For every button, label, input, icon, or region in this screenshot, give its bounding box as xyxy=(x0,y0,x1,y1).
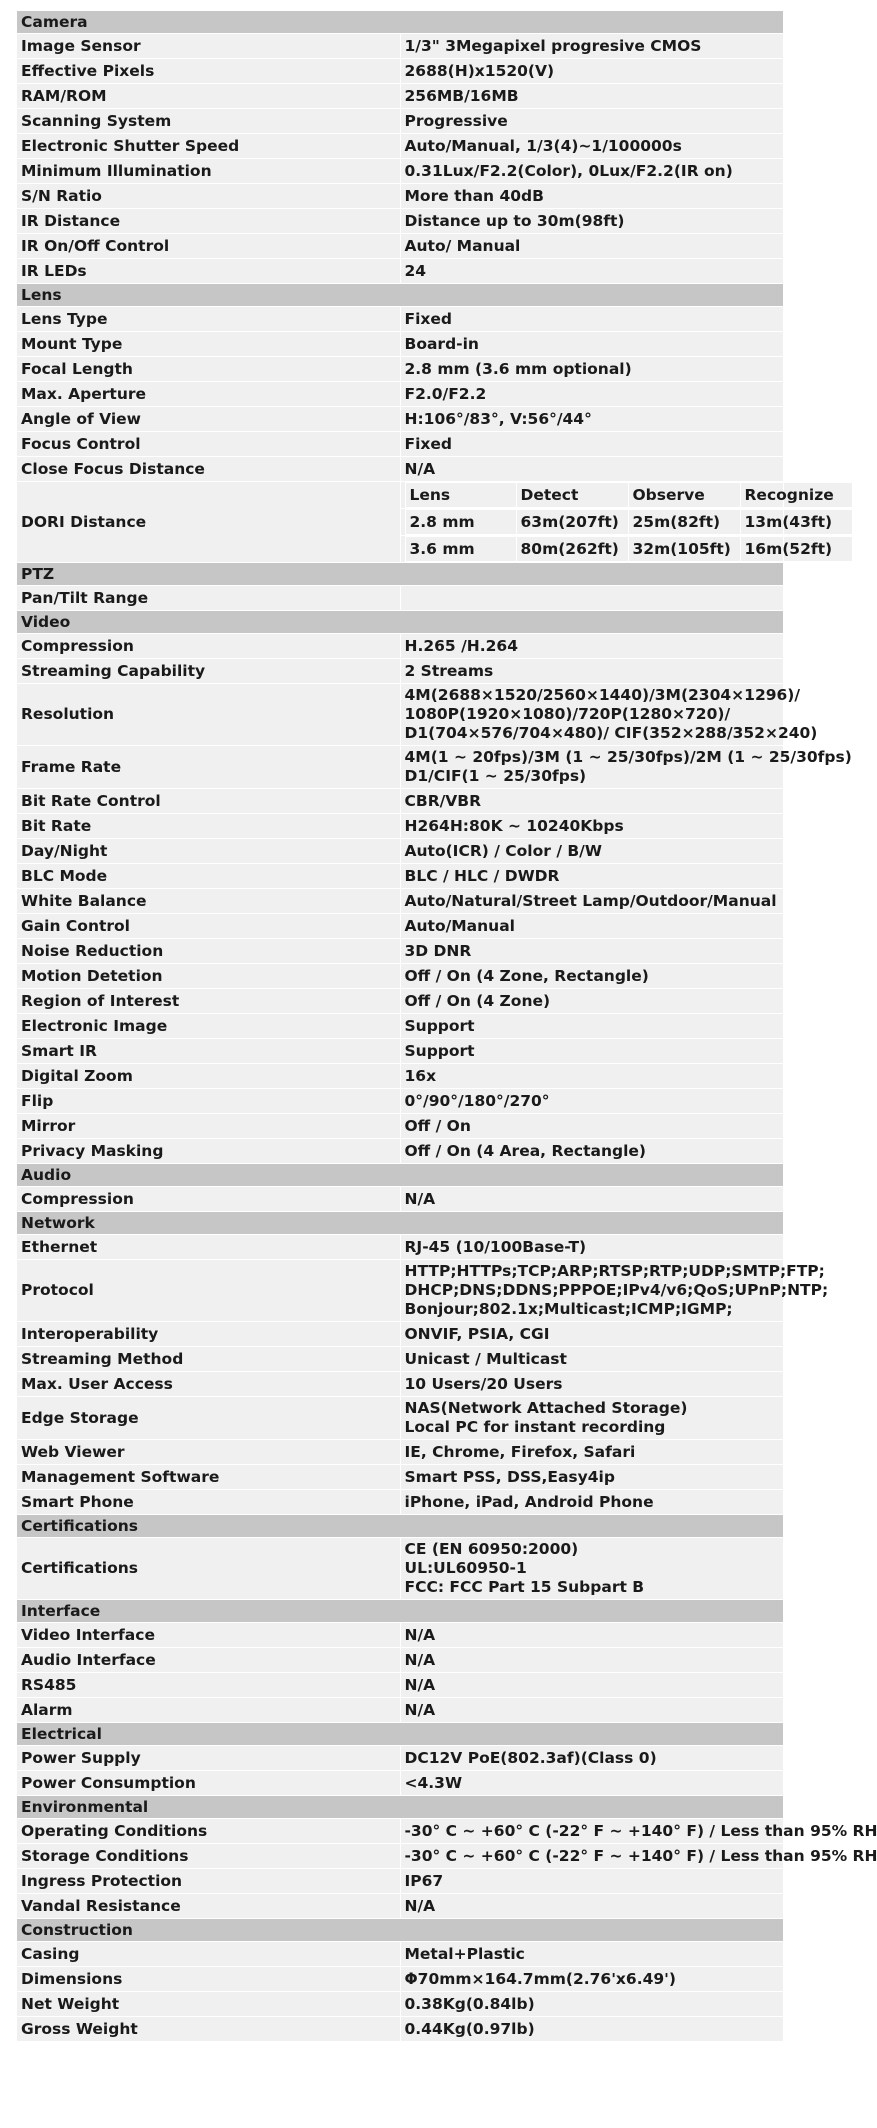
spec-row-flip xyxy=(17,1089,784,1114)
spec-value-line: 0.31Lux/F2.2(Color), 0Lux/F2.2(IR on) xyxy=(404,161,733,180)
spec-value-line: Local PC for instant recording xyxy=(404,1418,666,1436)
spec-row-gain-control xyxy=(17,914,784,939)
spec-value xyxy=(400,1397,784,1440)
spec-label: Smart Phone xyxy=(17,1490,401,1515)
spec-value xyxy=(400,659,784,684)
spec-value-line: More than 40dB xyxy=(404,186,544,205)
spec-label: DORI Distance xyxy=(17,482,401,563)
spec-row-power-supply xyxy=(17,1746,784,1771)
spec-value-line: Fixed xyxy=(404,309,453,328)
spec-value xyxy=(400,1698,784,1723)
spec-value-line: <4.3W xyxy=(404,1773,463,1792)
spec-value-line: ONVIF, PSIA, CGI xyxy=(404,1324,550,1343)
spec-value-line: 24 xyxy=(404,261,427,280)
spec-label: Power Supply xyxy=(17,1746,401,1771)
section-title: Construction xyxy=(17,1919,784,1942)
spec-row-angle-of-view xyxy=(17,407,784,432)
spec-value-line: N/A xyxy=(404,1189,436,1208)
section-title: PTZ xyxy=(17,563,784,586)
spec-label: RAM/ROM xyxy=(17,84,401,109)
spec-label: Pan/Tilt Range xyxy=(17,586,401,611)
spec-value-line: -30° C ~ +60° C (-22° F ~ +140° F) / Less than 95% RH xyxy=(404,1821,877,1840)
spec-label: Edge Storage xyxy=(17,1397,401,1440)
section-title: Lens xyxy=(17,284,784,307)
spec-value xyxy=(400,889,784,914)
spec-row-max-aperture xyxy=(17,382,784,407)
spec-row-vandal-resistance xyxy=(17,1894,784,1919)
spec-value-line: N/A xyxy=(404,1675,436,1694)
spec-label: Casing xyxy=(17,1942,401,1967)
spec-label: Max. User Access xyxy=(17,1372,401,1397)
dori-cell: Observe xyxy=(628,483,740,508)
spec-value xyxy=(400,939,784,964)
spec-value-line: 0°/90°/180°/270° xyxy=(404,1091,550,1110)
dori-cell: Detect xyxy=(516,483,628,508)
section-header-certifications xyxy=(17,1515,784,1538)
spec-value xyxy=(400,2017,784,2042)
spec-value xyxy=(400,1260,829,1322)
spec-label: Storage Conditions xyxy=(17,1844,401,1869)
spec-row-operating-conditions xyxy=(17,1819,784,1844)
spec-row-net-weight xyxy=(17,1992,784,2017)
spec-label: Digital Zoom xyxy=(17,1064,401,1089)
spec-value xyxy=(400,586,784,611)
section-header-network xyxy=(17,1212,784,1235)
spec-label: S/N Ratio xyxy=(17,184,401,209)
spec-value-line: HTTP;HTTPs;TCP;ARP;RTSP;RTP;UDP;SMTP;FTP; xyxy=(404,1262,825,1280)
dori-cell: Lens xyxy=(405,483,516,508)
section-header-lens xyxy=(17,284,784,307)
spec-label: Close Focus Distance xyxy=(17,457,401,482)
spec-value xyxy=(400,59,784,84)
spec-value-line: H.265 /H.264 xyxy=(404,636,518,655)
spec-row-ingress-protection xyxy=(17,1869,784,1894)
spec-value-line: Progressive xyxy=(404,111,508,130)
spec-label: Interoperability xyxy=(17,1322,401,1347)
spec-value-line: RJ-45 (10/100Base-T) xyxy=(404,1237,587,1256)
spec-row-smart-ir xyxy=(17,1039,784,1064)
spec-label: Max. Aperture xyxy=(17,382,401,407)
dori-grid xyxy=(405,482,853,508)
spec-value xyxy=(400,964,784,989)
spec-value-line: Auto/Manual xyxy=(404,916,515,935)
spec-value-line: 1/3" 3Megapixel progresive CMOS xyxy=(404,36,702,55)
spec-value-line: Distance up to 30m(98ft) xyxy=(404,211,625,230)
section-header-construction xyxy=(17,1919,784,1942)
spec-label: Alarm xyxy=(17,1698,401,1723)
spec-row-ram-rom xyxy=(17,84,784,109)
spec-value-line: 4M(1 ~ 20fps)/3M (1 ~ 25/30fps)/2M (1 ~ 25/30fps) xyxy=(404,748,852,766)
spec-label: IR On/Off Control xyxy=(17,234,401,259)
spec-label: Lens Type xyxy=(17,307,401,332)
spec-row-casing xyxy=(17,1942,784,1967)
spec-label: Certifications xyxy=(17,1538,401,1600)
spec-row-rs485 xyxy=(17,1673,784,1698)
spec-label: Focal Length xyxy=(17,357,401,382)
spec-value-line: Off / On (4 Zone) xyxy=(404,991,551,1010)
spec-row-region-of-interest xyxy=(17,989,784,1014)
spec-label: Motion Detetion xyxy=(17,964,401,989)
spec-value xyxy=(400,1942,784,1967)
spec-value xyxy=(400,839,784,864)
spec-value xyxy=(400,1490,784,1515)
spec-label: Region of Interest xyxy=(17,989,401,1014)
spec-value-line: Unicast / Multicast xyxy=(404,1349,567,1368)
spec-row-day-night xyxy=(17,839,784,864)
spec-value xyxy=(400,1819,877,1844)
spec-label: Resolution xyxy=(17,684,401,746)
spec-value xyxy=(400,814,784,839)
dori-values xyxy=(400,482,834,509)
spec-label: Angle of View xyxy=(17,407,401,432)
spec-label: Smart IR xyxy=(17,1039,401,1064)
spec-label: Frame Rate xyxy=(17,746,401,789)
spec-value xyxy=(400,789,784,814)
spec-value xyxy=(400,109,784,134)
section-title: Certifications xyxy=(17,1515,784,1538)
spec-table xyxy=(16,10,877,2042)
spec-value xyxy=(400,184,784,209)
spec-value-line: 256MB/16MB xyxy=(404,86,519,105)
spec-label: Web Viewer xyxy=(17,1440,401,1465)
spec-value xyxy=(400,1139,784,1164)
spec-value xyxy=(400,634,784,659)
spec-value-line: Auto/ Manual xyxy=(404,236,521,255)
spec-value-line: Auto/Natural/Street Lamp/Outdoor/Manual xyxy=(404,891,777,910)
spec-row-electronic-image xyxy=(17,1014,784,1039)
spec-value xyxy=(400,684,818,746)
spec-value xyxy=(400,307,784,332)
spec-label: Effective Pixels xyxy=(17,59,401,84)
section-title: Video xyxy=(17,611,784,634)
spec-value-line: Φ70mm×164.7mm(2.76'x6.49') xyxy=(404,1969,677,1988)
spec-value xyxy=(400,34,784,59)
spec-row-certifications xyxy=(17,1538,784,1600)
spec-label: Audio Interface xyxy=(17,1648,401,1673)
spec-row-close-focus-distance xyxy=(17,457,784,482)
spec-row-mirror xyxy=(17,1114,784,1139)
spec-value xyxy=(400,1673,784,1698)
dori-cell: 63m(207ft) xyxy=(516,510,628,535)
spec-value xyxy=(400,746,852,789)
spec-value xyxy=(400,1039,784,1064)
spec-label: Streaming Capability xyxy=(17,659,401,684)
spec-label: Ethernet xyxy=(17,1235,401,1260)
spec-value xyxy=(400,1465,784,1490)
spec-value-line: 3D DNR xyxy=(404,941,472,960)
spec-value xyxy=(400,1440,784,1465)
spec-value xyxy=(400,1089,784,1114)
spec-value xyxy=(400,1372,784,1397)
spec-value xyxy=(400,1992,784,2017)
spec-value xyxy=(400,914,784,939)
spec-label: BLC Mode xyxy=(17,864,401,889)
spec-value xyxy=(400,1064,784,1089)
spec-row-effective-pixels xyxy=(17,59,784,84)
spec-value xyxy=(400,432,784,457)
spec-label: Bit Rate xyxy=(17,814,401,839)
spec-label: Mount Type xyxy=(17,332,401,357)
spec-label: Management Software xyxy=(17,1465,401,1490)
spec-row-lens-type xyxy=(17,307,784,332)
spec-row-smart-phone xyxy=(17,1490,784,1515)
spec-label: Image Sensor xyxy=(17,34,401,59)
spec-value-line: DHCP;DNS;DDNS;PPPOE;IPv4/v6;QoS;UPnP;NTP; xyxy=(404,1281,829,1299)
spec-value-line: 16x xyxy=(404,1066,437,1085)
dori-cell: 32m(105ft) xyxy=(628,537,740,562)
spec-row-ethernet xyxy=(17,1235,784,1260)
spec-value xyxy=(400,1322,784,1347)
spec-label: Net Weight xyxy=(17,1992,401,2017)
spec-row-frame-rate xyxy=(17,746,784,789)
spec-value xyxy=(400,1623,784,1648)
spec-label: Streaming Method xyxy=(17,1347,401,1372)
spec-value xyxy=(400,332,784,357)
dori-cell: Recognize xyxy=(740,483,852,508)
section-header-electrical xyxy=(17,1723,784,1746)
spec-row-management-software xyxy=(17,1465,784,1490)
spec-value-line: Off / On (4 Zone, Rectangle) xyxy=(404,966,649,985)
spec-value xyxy=(400,1869,784,1894)
spec-value-line: 0.44Kg(0.97lb) xyxy=(404,2019,535,2038)
dori-cell: 25m(82ft) xyxy=(628,510,740,535)
spec-value xyxy=(400,357,784,382)
spec-label: Compression xyxy=(17,634,401,659)
spec-row-image-sensor xyxy=(17,34,784,59)
spec-value xyxy=(400,159,784,184)
spec-row-s-n-ratio xyxy=(17,184,784,209)
section-header-audio xyxy=(17,1164,784,1187)
spec-value-line: Auto/Manual, 1/3(4)~1/100000s xyxy=(404,136,682,155)
spec-value xyxy=(400,1538,784,1600)
spec-value-line: N/A xyxy=(404,1650,436,1669)
spec-value-line: BLC / HLC / DWDR xyxy=(404,866,560,885)
spec-value-line: 2.8 mm (3.6 mm optional) xyxy=(404,359,632,378)
spec-label: White Balance xyxy=(17,889,401,914)
spec-value-line: Bonjour;802.1x;Multicast;ICMP;IGMP; xyxy=(404,1300,733,1318)
spec-row-scanning-system xyxy=(17,109,784,134)
spec-row-digital-zoom xyxy=(17,1064,784,1089)
spec-value xyxy=(400,1648,784,1673)
spec-value xyxy=(400,1014,784,1039)
spec-label: Privacy Masking xyxy=(17,1139,401,1164)
spec-value-line: 10 Users/20 Users xyxy=(404,1374,563,1393)
spec-row-focal-length xyxy=(17,357,784,382)
spec-value xyxy=(400,134,784,159)
spec-row-alarm xyxy=(17,1698,784,1723)
spec-value xyxy=(400,209,784,234)
spec-value-line: N/A xyxy=(404,1700,436,1719)
spec-row-streaming-method xyxy=(17,1347,784,1372)
spec-value xyxy=(400,457,784,482)
section-header-ptz xyxy=(17,563,784,586)
spec-value-line: 0.38Kg(0.84lb) xyxy=(404,1994,535,2013)
section-header-environmental xyxy=(17,1796,784,1819)
section-title: Camera xyxy=(17,11,784,34)
spec-row-interoperability xyxy=(17,1322,784,1347)
dori-cell: 13m(43ft) xyxy=(740,510,852,535)
spec-value-line: Support xyxy=(404,1041,475,1060)
spec-value-line: Auto(ICR) / Color / B/W xyxy=(404,841,602,860)
spec-row-compression xyxy=(17,634,784,659)
spec-label: Compression xyxy=(17,1187,401,1212)
spec-row-mount-type xyxy=(17,332,784,357)
spec-value-line: Smart PSS, DSS,Easy4ip xyxy=(404,1467,615,1486)
spec-label: Electronic Shutter Speed xyxy=(17,134,401,159)
spec-label: Ingress Protection xyxy=(17,1869,401,1894)
spec-label: Electronic Image xyxy=(17,1014,401,1039)
spec-value xyxy=(400,1844,877,1869)
spec-label: Focus Control xyxy=(17,432,401,457)
spec-row-streaming-capability xyxy=(17,659,784,684)
section-header-video xyxy=(17,611,784,634)
spec-row-max-user-access xyxy=(17,1372,784,1397)
spec-value xyxy=(400,1746,784,1771)
spec-label: Day/Night xyxy=(17,839,401,864)
spec-row-edge-storage xyxy=(17,1397,784,1440)
spec-value-line: D1(704×576/704×480)/ CIF(352×288/352×240) xyxy=(404,724,818,742)
spec-value-line: D1/CIF(1 ~ 25/30fps) xyxy=(404,767,587,785)
dori-values xyxy=(400,509,833,536)
spec-row-compression xyxy=(17,1187,784,1212)
spec-label: IR Distance xyxy=(17,209,401,234)
spec-label: RS485 xyxy=(17,1673,401,1698)
spec-label: Dimensions xyxy=(17,1967,401,1992)
spec-value-line: CE (EN 60950:2000) xyxy=(404,1540,579,1558)
spec-label: Scanning System xyxy=(17,109,401,134)
spec-label: Power Consumption xyxy=(17,1771,401,1796)
spec-value-line: NAS(Network Attached Storage) xyxy=(404,1399,688,1417)
spec-value-line: N/A xyxy=(404,1625,436,1644)
spec-value-line: 2 Streams xyxy=(404,661,494,680)
spec-row-noise-reduction xyxy=(17,939,784,964)
spec-row-bit-rate-control xyxy=(17,789,784,814)
spec-row-focus-control xyxy=(17,432,784,457)
spec-label: Video Interface xyxy=(17,1623,401,1648)
spec-row-motion-detetion xyxy=(17,964,784,989)
spec-value-line: 4M(2688×1520/2560×1440)/3M(2304×1296)/ xyxy=(404,686,801,704)
spec-value-line: H264H:80K ~ 10240Kbps xyxy=(404,816,624,835)
spec-value-line: Board-in xyxy=(404,334,479,353)
spec-value-line: UL:UL60950-1 xyxy=(404,1559,527,1577)
spec-value xyxy=(400,259,784,284)
dori-cell: 80m(262ft) xyxy=(516,537,628,562)
spec-row-gross-weight xyxy=(17,2017,784,2042)
spec-value xyxy=(400,864,784,889)
spec-label: Flip xyxy=(17,1089,401,1114)
spec-value xyxy=(400,1347,784,1372)
spec-value-line: 2688(H)x1520(V) xyxy=(404,61,555,80)
spec-value-line: N/A xyxy=(404,459,436,478)
spec-label: Bit Rate Control xyxy=(17,789,401,814)
section-title: Environmental xyxy=(17,1796,784,1819)
spec-value-line: N/A xyxy=(404,1896,436,1915)
spec-row-white-balance xyxy=(17,889,784,914)
spec-value-line: 1080P(1920×1080)/720P(1280×720)/ xyxy=(404,705,731,723)
section-header-camera xyxy=(17,11,784,34)
spec-row-web-viewer xyxy=(17,1440,784,1465)
spec-value-line: IE, Chrome, Firefox, Safari xyxy=(404,1442,636,1461)
dori-grid xyxy=(405,509,853,535)
spec-value-line: CBR/VBR xyxy=(404,791,482,810)
spec-row-pan-tilt-range xyxy=(17,586,784,611)
spec-value xyxy=(400,1187,784,1212)
spec-label: Mirror xyxy=(17,1114,401,1139)
spec-sheet xyxy=(16,10,877,2042)
spec-value xyxy=(400,1894,784,1919)
spec-row-minimum-illumination xyxy=(17,159,784,184)
spec-row-bit-rate xyxy=(17,814,784,839)
spec-label: Gross Weight xyxy=(17,2017,401,2042)
spec-row-audio-interface xyxy=(17,1648,784,1673)
spec-value-line: Off / On (4 Area, Rectangle) xyxy=(404,1141,646,1160)
section-title: Interface xyxy=(17,1600,784,1623)
spec-value xyxy=(400,1235,784,1260)
spec-row-privacy-masking xyxy=(17,1139,784,1164)
spec-label: Operating Conditions xyxy=(17,1819,401,1844)
spec-value-line: Fixed xyxy=(404,434,453,453)
spec-value xyxy=(400,382,784,407)
spec-value-line: FCC: FCC Part 15 Subpart B xyxy=(404,1578,645,1596)
spec-value-line: Off / On xyxy=(404,1116,471,1135)
dori-values xyxy=(400,536,833,563)
section-header-interface xyxy=(17,1600,784,1623)
spec-row-ir-on-off-control xyxy=(17,234,784,259)
spec-value-line: -30° C ~ +60° C (-22° F ~ +140° F) / Less than 95% RH xyxy=(404,1846,877,1865)
dori-cell: 2.8 mm xyxy=(405,510,516,535)
spec-value xyxy=(400,1771,784,1796)
spec-value-line: IP67 xyxy=(404,1871,444,1890)
spec-value xyxy=(400,234,784,259)
spec-value xyxy=(400,407,784,432)
spec-value-line: DC12V PoE(802.3af)(Class 0) xyxy=(404,1748,657,1767)
spec-row-protocol xyxy=(17,1260,784,1322)
spec-row-dimensions xyxy=(17,1967,784,1992)
spec-label: Minimum Illumination xyxy=(17,159,401,184)
spec-label: Protocol xyxy=(17,1260,401,1322)
section-title: Network xyxy=(17,1212,784,1235)
spec-row-storage-conditions xyxy=(17,1844,784,1869)
spec-label: Vandal Resistance xyxy=(17,1894,401,1919)
section-title: Electrical xyxy=(17,1723,784,1746)
spec-row-electronic-shutter-speed xyxy=(17,134,784,159)
dori-cell: 16m(52ft) xyxy=(740,537,852,562)
spec-label: Gain Control xyxy=(17,914,401,939)
spec-label: IR LEDs xyxy=(17,259,401,284)
spec-value-line: Support xyxy=(404,1016,475,1035)
spec-value-line: H:106°/83°, V:56°/44° xyxy=(404,409,592,428)
spec-value xyxy=(400,1114,784,1139)
section-title: Audio xyxy=(17,1164,784,1187)
spec-value-line: F2.0/F2.2 xyxy=(404,384,487,403)
spec-value xyxy=(400,84,784,109)
spec-label: Noise Reduction xyxy=(17,939,401,964)
dori-row xyxy=(17,482,784,509)
spec-row-ir-leds xyxy=(17,259,784,284)
dori-cell: 3.6 mm xyxy=(405,537,516,562)
spec-value-line: Metal+Plastic xyxy=(404,1944,525,1963)
spec-row-blc-mode xyxy=(17,864,784,889)
spec-row-resolution xyxy=(17,684,784,746)
spec-value xyxy=(400,989,784,1014)
spec-value-line: iPhone, iPad, Android Phone xyxy=(404,1492,654,1511)
dori-grid xyxy=(405,536,853,562)
spec-row-video-interface xyxy=(17,1623,784,1648)
spec-row-power-consumption xyxy=(17,1771,784,1796)
spec-value xyxy=(400,1967,784,1992)
spec-row-ir-distance xyxy=(17,209,784,234)
